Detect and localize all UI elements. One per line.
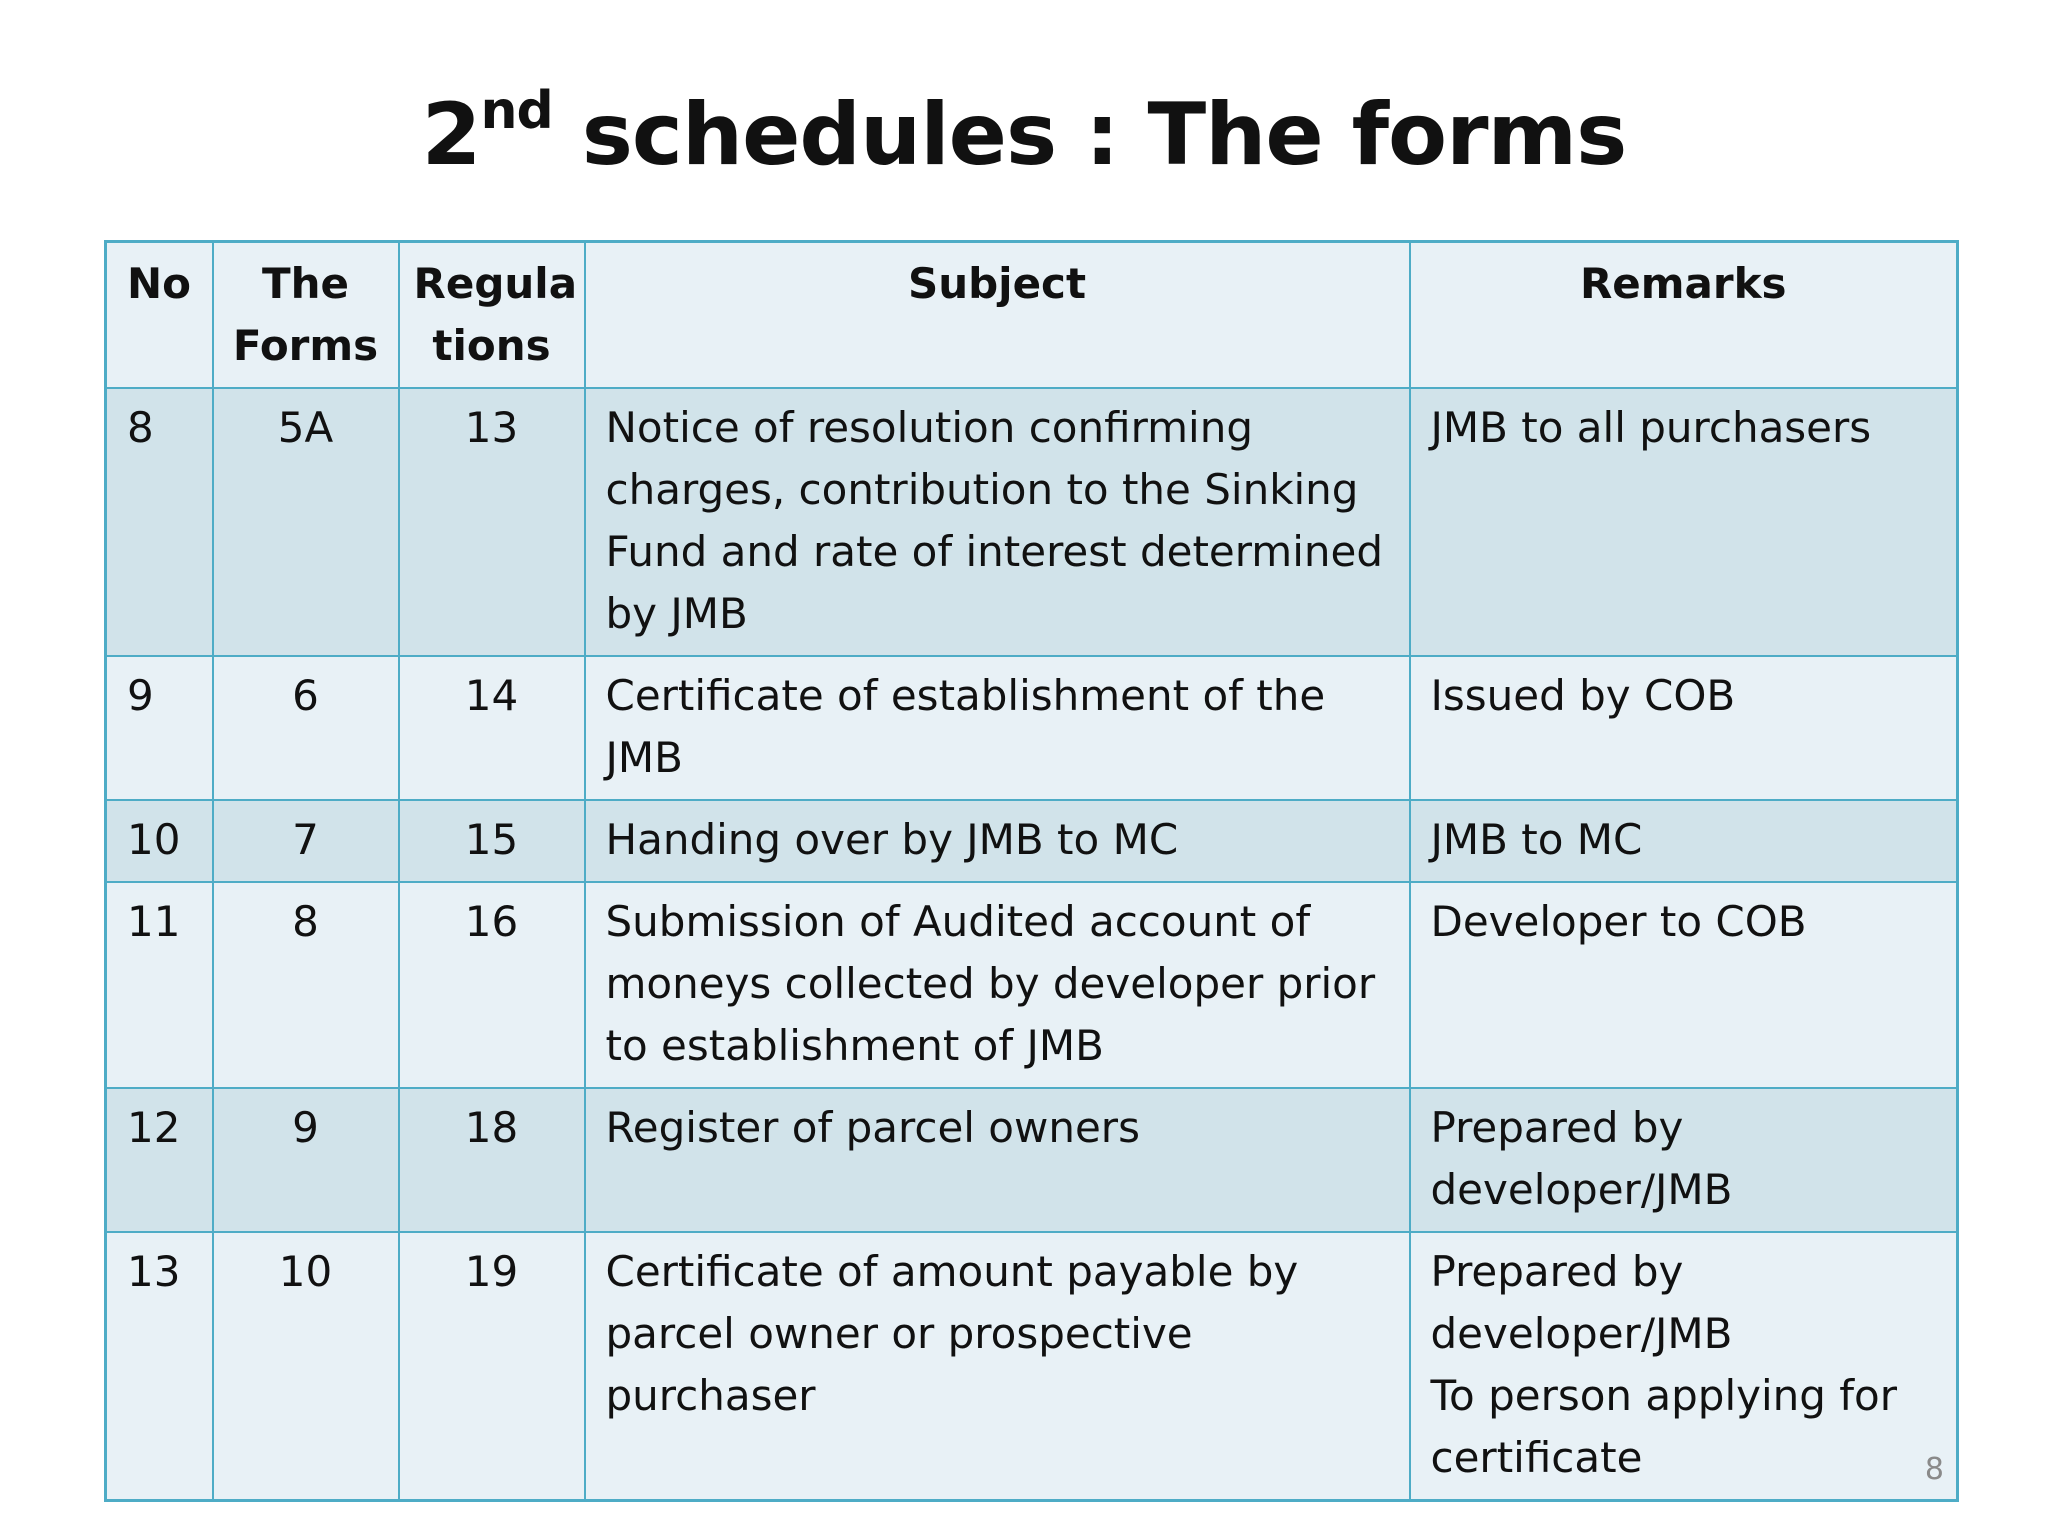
forms-table — [104, 240, 1959, 1502]
cell-subject: Certificate of establishment of the JMB — [585, 656, 1410, 800]
cell-form: 7 — [213, 800, 399, 882]
title-superscript: nd — [480, 81, 553, 142]
header-forms — [213, 242, 399, 389]
cell-remarks — [1410, 1088, 1958, 1232]
cell-subject: Register of parcel owners — [585, 1088, 1410, 1232]
cell-no: 12 — [106, 1088, 213, 1232]
cell-no: 8 — [106, 388, 213, 656]
cell-remarks — [1410, 388, 1958, 656]
cell-regulation: 19 — [399, 1232, 585, 1501]
cell-remarks — [1410, 882, 1958, 1088]
header-subject: Subject — [585, 242, 1410, 389]
title-number: 2 — [421, 85, 481, 185]
cell-form: 10 — [213, 1232, 399, 1501]
cell-no: 9 — [106, 656, 213, 800]
header-forms-line1: The — [261, 259, 350, 308]
cell-regulation: 14 — [399, 656, 585, 800]
forms-table-container — [104, 240, 1956, 1502]
cell-no: 13 — [106, 1232, 213, 1501]
table-row — [106, 800, 1958, 882]
cell-form: 9 — [213, 1088, 399, 1232]
cell-remarks-text-2: To person applying for certificate — [1430, 1371, 1898, 1482]
table-row — [106, 1088, 1958, 1232]
table-row — [106, 1232, 1958, 1501]
cell-form: 8 — [213, 882, 399, 1088]
cell-form: 6 — [213, 656, 399, 800]
cell-regulation: 15 — [399, 800, 585, 882]
cell-regulation: 13 — [399, 388, 585, 656]
cell-remarks-text: JMB to MC — [1430, 815, 1643, 864]
slide-title — [0, 80, 2048, 190]
header-no: No — [106, 242, 213, 389]
cell-subject: Notice of resolution confirming charges, contribution to the Sinking Fund and rate of interest determined by JMB — [585, 388, 1410, 656]
header-forms-line2: Forms — [232, 321, 379, 370]
header-regulations-line2: tions — [432, 321, 551, 370]
table-row — [106, 882, 1958, 1088]
header-regulations — [399, 242, 585, 389]
cell-remarks-text: Issued by COB — [1430, 671, 1736, 720]
page-number: 8 — [1924, 1452, 1944, 1487]
cell-remarks — [1410, 1232, 1958, 1501]
header-remarks: Remarks — [1410, 242, 1958, 389]
cell-remarks — [1410, 800, 1958, 882]
table-header-row — [106, 242, 1958, 389]
title-rest: schedules : The forms — [552, 85, 1627, 185]
cell-regulation: 18 — [399, 1088, 585, 1232]
table-row — [106, 656, 1958, 800]
cell-subject: Handing over by JMB to MC — [585, 800, 1410, 882]
cell-remarks-text: JMB to all purchasers — [1430, 403, 1872, 452]
cell-remarks-text: Prepared by developer/JMB — [1430, 1247, 1733, 1358]
cell-subject: Certificate of amount payable by parcel owner or prospective purchaser — [585, 1232, 1410, 1501]
cell-form: 5A — [213, 388, 399, 656]
table-row — [106, 388, 1958, 656]
cell-remarks-text: Prepared by developer/JMB — [1430, 1103, 1733, 1214]
cell-subject: Submission of Audited account of moneys collected by developer prior to establishment of JMB — [585, 882, 1410, 1088]
cell-regulation: 16 — [399, 882, 585, 1088]
cell-no: 11 — [106, 882, 213, 1088]
cell-remarks-text: Developer to COB — [1430, 897, 1807, 946]
cell-remarks — [1410, 656, 1958, 800]
header-regulations-line1: Regula — [413, 259, 578, 308]
cell-no: 10 — [106, 800, 213, 882]
